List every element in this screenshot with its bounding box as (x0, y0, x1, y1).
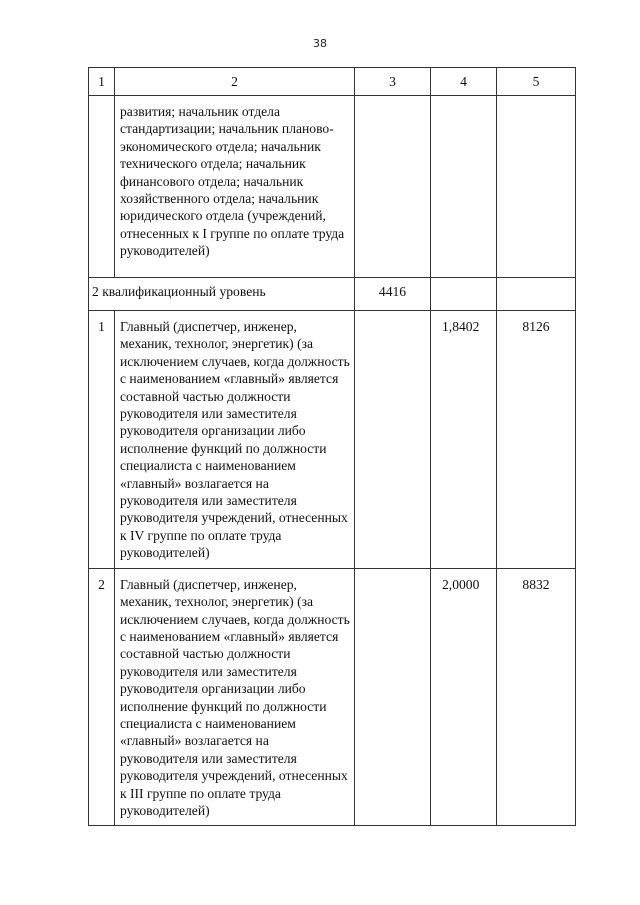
salary-table (88, 67, 576, 826)
coefficient-value: 2,0000 (431, 568, 497, 826)
table-row (89, 568, 576, 826)
qualification-level-row (89, 278, 576, 311)
header-cell-5: 5 (497, 68, 576, 96)
cell-empty (497, 278, 576, 311)
row-number: 2 (89, 568, 115, 826)
cell-empty (431, 96, 497, 278)
cell-empty (355, 96, 431, 278)
continuation-text: развития; начальник отдела стандартизации; начальник планово-экономического отдела; начальник технического отдела; начальник финансового отдела; начальник хозяйственного отдела; начальник юридического отдела (учреждений, отнесенных к I группе по оплате труда руководителей) (115, 96, 355, 278)
position-description: Главный (диспетчер, инженер, механик, технолог, энергетик) (за исключением случаев, когда должность с наименованием «главный» является составной частью должности руководителя или заместителя руководителя организации либо исполнение функций по должности специалиста с наименованием «главный» возлагается на руководителя или заместителя руководителя учреждений, отнесенных к III группе по оплате труда руководителей) (115, 568, 355, 826)
qualification-level-label: 2 квалификационный уровень (89, 278, 355, 311)
page-number: 38 (313, 37, 327, 50)
table-row (89, 311, 576, 569)
position-description: Главный (диспетчер, инженер, механик, технолог, энергетик) (за исключением случаев, когда должность с наименованием «главный» является составной частью должности руководителя или заместителя руководителя организации либо исполнение функций по должности специалиста с наименованием «главный» возлагается на руководителя или заместителя руководителя учреждений, отнесенных к IV группе по оплате труда руководителей) (115, 311, 355, 569)
header-row (89, 68, 576, 96)
header-cell-2: 2 (115, 68, 355, 96)
cell-empty (355, 311, 431, 569)
cell-empty (355, 568, 431, 826)
salary-value: 8126 (497, 311, 576, 569)
row-number: 1 (89, 311, 115, 569)
table-row-continuation (89, 96, 576, 278)
cell-empty (89, 96, 115, 278)
coefficient-value: 1,8402 (431, 311, 497, 569)
qualification-level-value: 4416 (355, 278, 431, 311)
cell-empty (497, 96, 576, 278)
cell-empty (431, 278, 497, 311)
salary-value: 8832 (497, 568, 576, 826)
header-cell-4: 4 (431, 68, 497, 96)
header-cell-1: 1 (89, 68, 115, 96)
header-cell-3: 3 (355, 68, 431, 96)
